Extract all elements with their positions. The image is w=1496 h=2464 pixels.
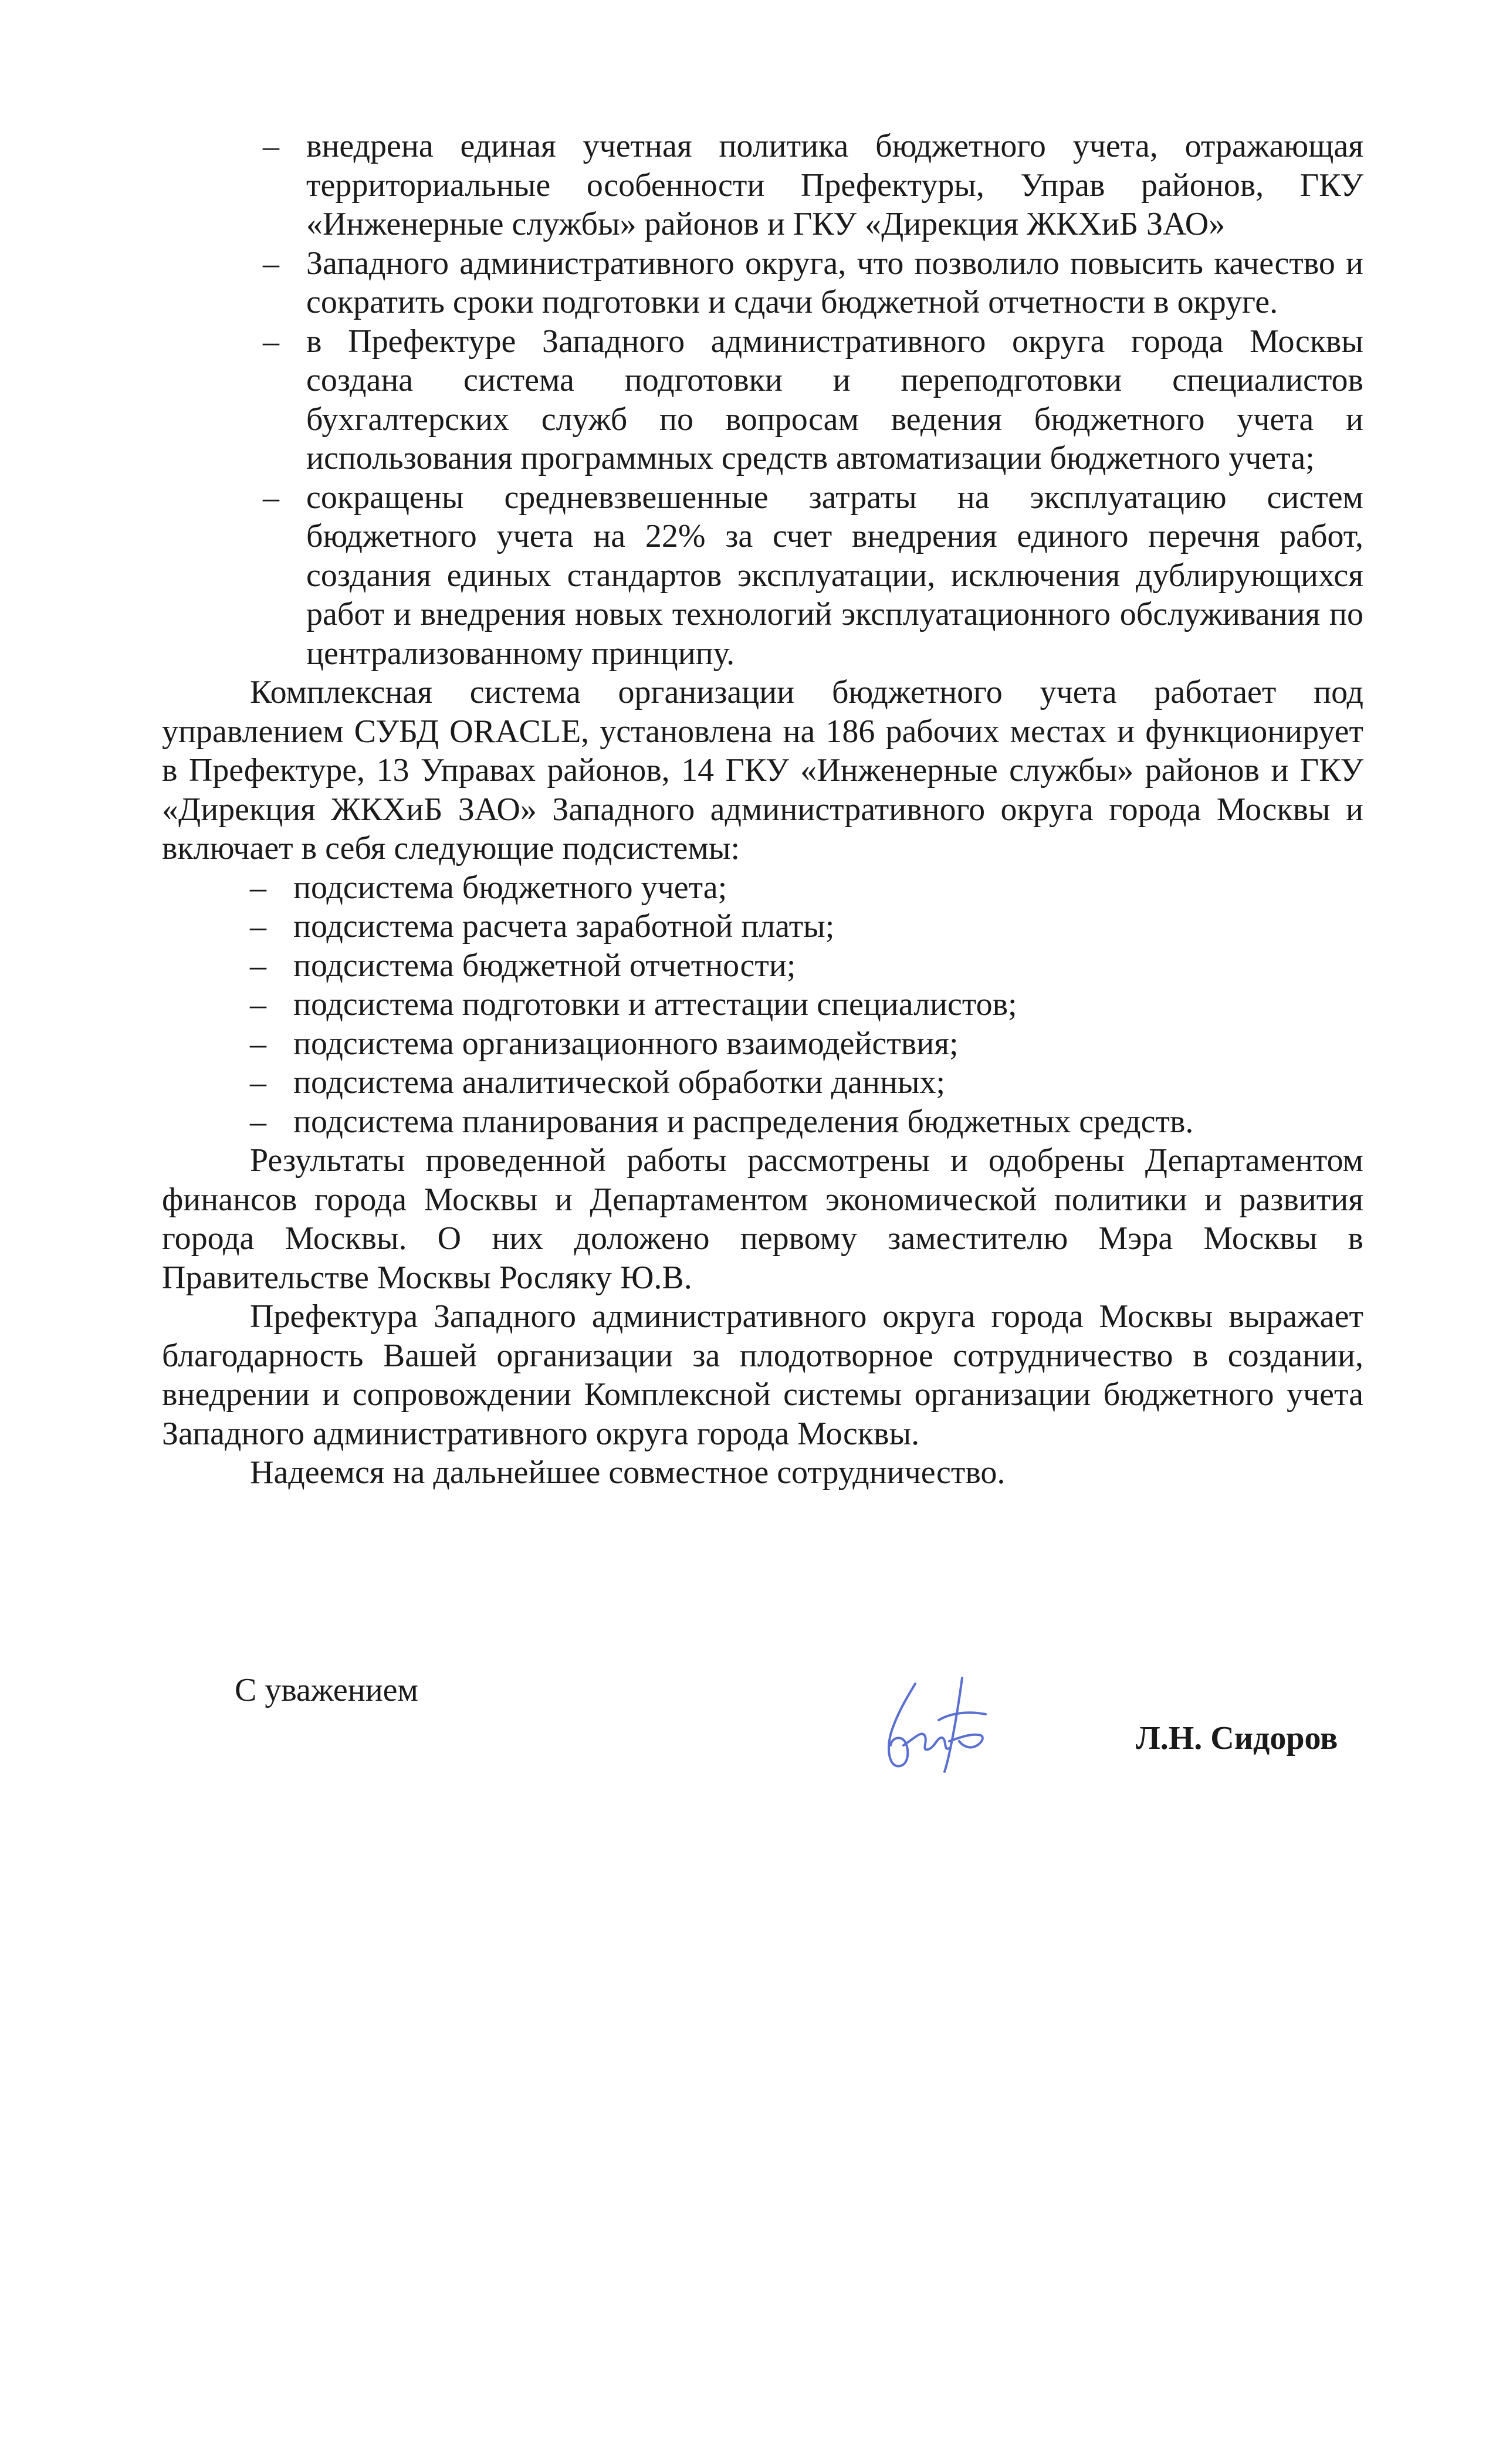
thanks-paragraph: Префектура Западного административного округа города Москвы выражает благодарность Вашей организации за плодотворное сотрудничество в создании, внедрении и сопровождении Комплексной системы организации бюджетного учета Западного административного округа города Москвы.: [162, 1298, 1363, 1452]
list-item: – подсистема расчета заработной платы;: [162, 907, 1363, 946]
list-dash: –: [263, 323, 279, 360]
system-paragraph: Комплексная система организации бюджетного учета работает под управлением СУБД ORACLE, установлена на 186 рабочих местах и функционирует в Префектуре, 13 Управах районов, 14 ГКУ «Инженерные службы» районов и ГКУ «Дирекция ЖКХиБ ЗАО» Западного административного округа города Москвы и включает в себя следующие подсистемы:: [162, 674, 1363, 867]
list-item: – подсистема планирования и распределения бюджетных средств.: [162, 1102, 1363, 1142]
list-dash: –: [263, 128, 279, 164]
list-dash: –: [250, 1025, 266, 1062]
hope-paragraph: Надеемся на дальнейшее совместное сотрудничество.: [250, 1454, 1006, 1491]
list-dash: –: [263, 245, 279, 282]
list-dash: –: [250, 869, 266, 906]
list-dash: –: [250, 947, 266, 984]
list-item: – сокращены средневзвешенные затраты на эксплуатацию систем бюджетного учета на 22% за счет внедрения единого перечня работ, создания единых стандартов эксплуатации, исключения дублирующихся работ и внедрения новых технологий эксплуатационного обслуживания по централизованному принципу.: [263, 479, 1363, 672]
list-dash: –: [250, 986, 266, 1023]
results-list: [162, 127, 1363, 673]
list-dash: –: [250, 1103, 266, 1140]
closing-phrase: С уважением: [235, 1672, 418, 1708]
list-dash: –: [250, 1064, 266, 1101]
signer-name: Л.Н. Сидоров: [1136, 1720, 1338, 1756]
list-dash: –: [263, 479, 279, 516]
list-item: – подсистема организационного взаимодействия;: [162, 1024, 1363, 1064]
list-dash: –: [250, 908, 266, 945]
list-item: – подсистема аналитической обработки данных;: [162, 1063, 1363, 1102]
results-paragraph: Результаты проведенной работы рассмотрены и одобрены Департаментом финансов города Москвы и Департаментом экономической политики и развития города Москвы. О них доложено первому заместителю Мэра Москвы в Правительстве Москвы Росляку Ю.В.: [162, 1142, 1363, 1296]
list-item: – внедрена единая учетная политика бюджетного учета, отражающая территориальные особенности Префектуры, Управ районов, ГКУ «Инженерные службы» районов и ГКУ «Дирекция ЖКХиБ ЗАО»: [263, 128, 1363, 242]
list-item: – подсистема бюджетного учета;: [162, 868, 1363, 908]
list-item: – подсистема бюджетной отчетности;: [162, 946, 1363, 986]
letter-body: [162, 127, 1363, 1492]
signature-icon: [874, 1672, 1003, 1783]
subsystems-list: [162, 868, 1363, 1142]
list-item: – Западного административного округа, что позволило повысить качество и сократить сроки подготовки и сдачи бюджетной отчетности в округе.: [263, 245, 1363, 320]
list-item: – в Префектуре Западного административного округа города Москвы создана система подготовки и переподготовки специалистов бухгалтерских служб по вопросам ведения бюджетного учета и использования программных средств автоматизации бюджетного учета;: [263, 323, 1363, 476]
list-item: – подсистема подготовки и аттестации специалистов;: [162, 985, 1363, 1024]
